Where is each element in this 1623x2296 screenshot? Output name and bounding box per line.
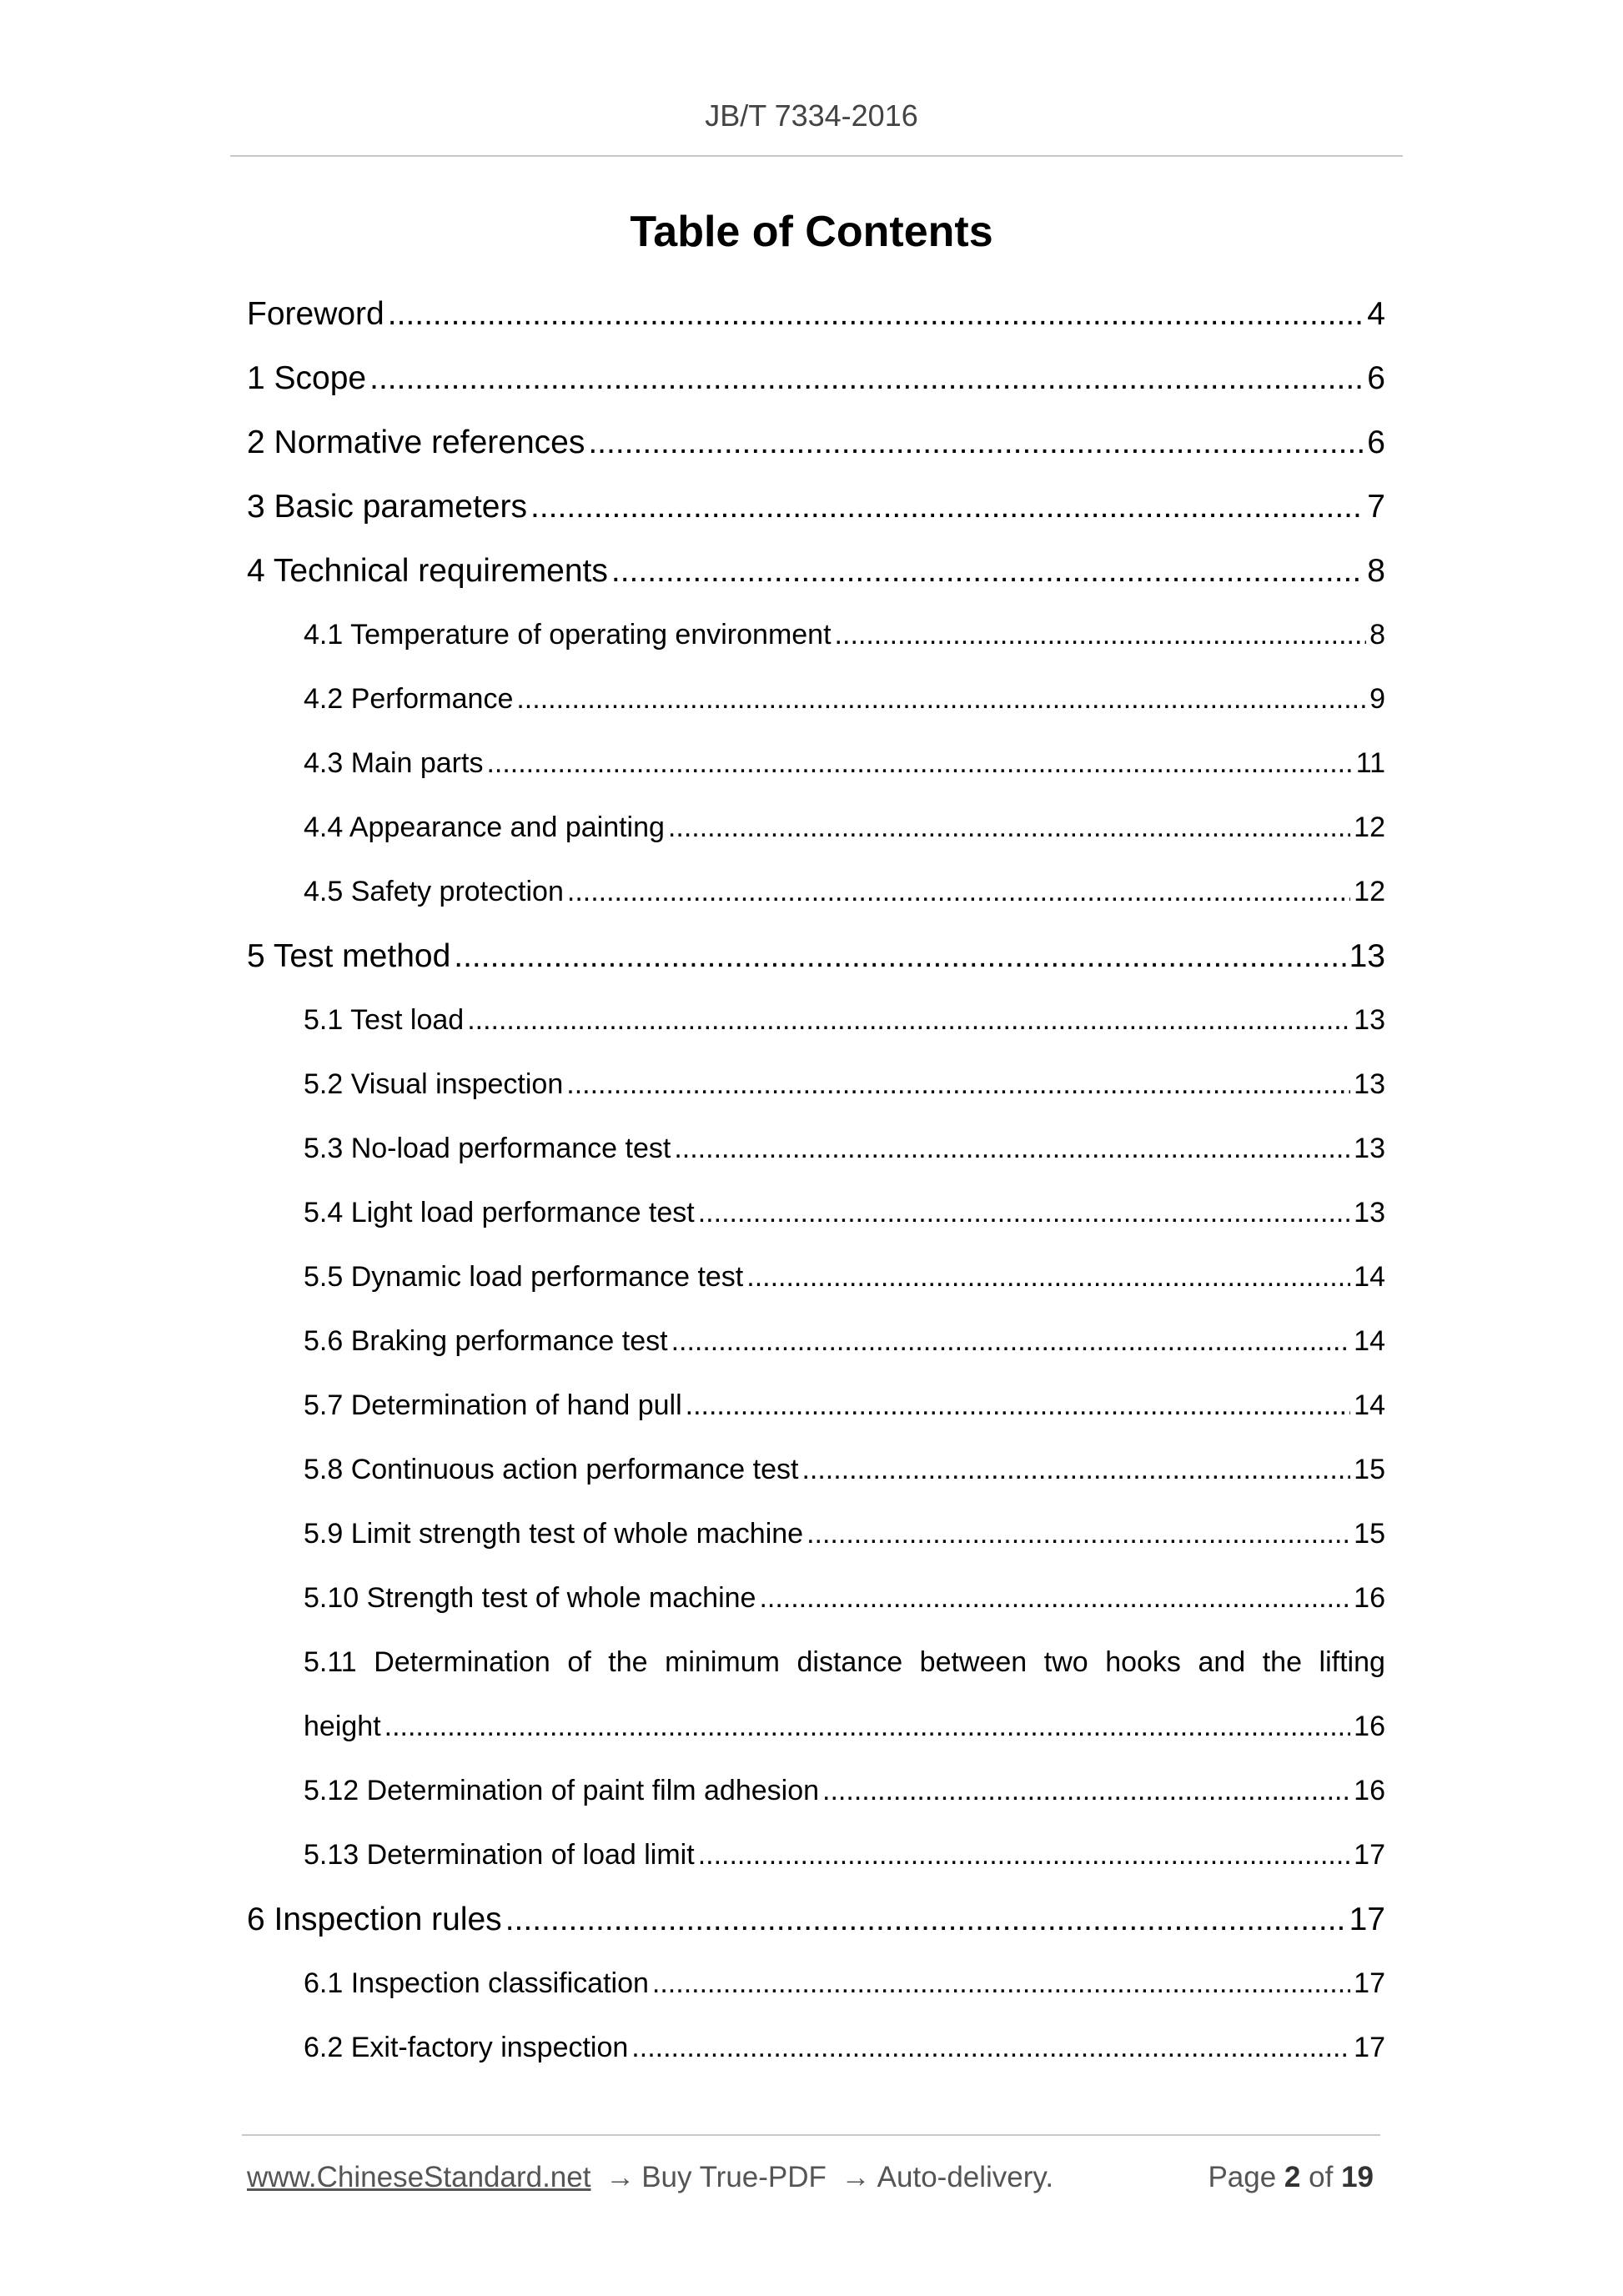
toc-entry-label-word: 5.11 (304, 1646, 357, 1678)
toc-entry[interactable] (247, 1502, 1385, 1566)
toc-entry-label: 5.1 Test load (304, 1004, 465, 1036)
toc-entry-label-word: the (608, 1646, 648, 1678)
toc-entry-page: 16 (1354, 1775, 1385, 1806)
toc-leader-dots (671, 1309, 1351, 1374)
toc-entry-page: 16 (1354, 1711, 1385, 1742)
toc-leader-dots (566, 1053, 1350, 1117)
toc-entry-label-word: the (1262, 1646, 1302, 1678)
header-standard-code: JB/T 7334-2016 (705, 98, 918, 133)
toc-leader-dots (801, 1438, 1350, 1502)
toc-leader-dots (567, 860, 1350, 924)
toc-entry-page: 13 (1349, 938, 1385, 974)
toc-entry[interactable] (247, 603, 1385, 667)
toc-leader-dots (454, 924, 1345, 988)
toc-entry[interactable] (247, 1245, 1385, 1309)
toc-entry[interactable] (247, 1438, 1385, 1502)
toc-entry[interactable] (247, 1952, 1385, 2016)
toc-entry[interactable] (247, 346, 1385, 410)
toc-entry[interactable] (247, 1887, 1385, 1952)
toc-entry-label: 5.6 Braking performance test (304, 1325, 668, 1357)
toc-entry[interactable] (247, 1181, 1385, 1245)
toc-entry[interactable] (247, 988, 1385, 1053)
toc-entry-page: 14 (1354, 1389, 1385, 1421)
toc-leader-dots (806, 1502, 1350, 1566)
toc-entry-label: 4.5 Safety protection (304, 876, 564, 907)
toc-entry-page: 4 (1367, 296, 1385, 332)
toc-entry-label: 6.1 Inspection classification (304, 1967, 649, 1999)
toc-entry-page: 12 (1354, 876, 1385, 907)
toc-entry-page: 15 (1354, 1454, 1385, 1485)
toc-entry-page: 8 (1367, 553, 1385, 589)
toc-entry-page: 15 (1354, 1518, 1385, 1550)
toc-entry-page: 13 (1354, 1068, 1385, 1100)
toc-entry-label: 3 Basic parameters (247, 489, 527, 525)
toc-leader-dots (516, 667, 1366, 731)
toc-entry-label: 5.5 Dynamic load performance test (304, 1261, 744, 1293)
toc-leader-dots (369, 346, 1364, 410)
toc-entry-page: 8 (1369, 619, 1385, 651)
toc-entry-label: 1 Scope (247, 360, 367, 396)
page-word: Page (1208, 2161, 1277, 2193)
toc-entry[interactable] (247, 731, 1385, 796)
toc-entry-page: 12 (1354, 811, 1385, 843)
toc-entry[interactable] (247, 796, 1385, 860)
toc-entry-page: 14 (1354, 1325, 1385, 1357)
toc-leader-dots (611, 539, 1364, 603)
toc-entry-label-word: distance (796, 1646, 903, 1678)
toc-entry[interactable] (247, 1566, 1385, 1630)
toc-entry-page: 13 (1354, 1197, 1385, 1228)
footer-divider (242, 2134, 1380, 2136)
toc-entry[interactable] (247, 475, 1385, 539)
toc-entry-label: 5.8 Continuous action performance test (304, 1454, 799, 1485)
toc-entry-label-word: two (1043, 1646, 1088, 1678)
toc-entry-page: 11 (1355, 747, 1385, 779)
toc-entry-label: 5.12 Determination of paint film adhesion (304, 1775, 820, 1806)
toc-entry-continuation[interactable] (247, 1695, 1385, 1759)
toc-leader-dots (698, 1181, 1350, 1245)
toc-leader-dots (505, 1887, 1346, 1952)
toc-entry-label: 5.13 Determination of load limit (304, 1839, 695, 1871)
toc-leader-dots (530, 475, 1364, 539)
footer (247, 2158, 1385, 2197)
toc-entry[interactable] (247, 1823, 1385, 1887)
toc-leader-dots (686, 1374, 1351, 1438)
page-indicator (1208, 2158, 1374, 2197)
toc-leader-dots (652, 1952, 1350, 2016)
toc-leader-dots (668, 796, 1350, 860)
toc-entry-page: 17 (1354, 2032, 1385, 2063)
toc-leader-dots (822, 1759, 1350, 1823)
toc-entry-label-word: and (1198, 1646, 1246, 1678)
toc-entry-label-word: Determination (374, 1646, 550, 1678)
toc-entry-page: 17 (1354, 1839, 1385, 1871)
toc-entry-label: 6.2 Exit-factory inspection (304, 2032, 629, 2063)
of-word: of (1309, 2161, 1334, 2193)
page-total: 19 (1341, 2161, 1374, 2193)
toc-entry-page: 9 (1369, 683, 1385, 715)
toc-entry[interactable] (247, 860, 1385, 924)
toc-leader-dots (467, 988, 1350, 1053)
toc-entry-label: 4.4 Appearance and painting (304, 811, 665, 843)
toc-leader-dots (746, 1245, 1350, 1309)
toc-entry[interactable] (247, 1630, 1385, 1695)
toc-entry-label: 6 Inspection rules (247, 1902, 502, 1937)
toc-leader-dots (486, 731, 1352, 796)
toc-entry-label: 4 Technical requirements (247, 553, 608, 589)
toc-entry-label: 5.2 Visual inspection (304, 1068, 564, 1100)
toc-entry[interactable] (247, 2016, 1385, 2080)
toc-entry[interactable] (247, 1309, 1385, 1374)
toc-entry[interactable] (247, 1759, 1385, 1823)
buy-true-pdf-link[interactable]: Buy True-PDF (641, 2161, 827, 2193)
toc-leader-dots (388, 282, 1364, 346)
toc-entry-page: 6 (1367, 425, 1385, 460)
toc-entry[interactable] (247, 282, 1385, 346)
toc-list (247, 282, 1385, 2080)
auto-delivery-text: Auto-delivery. (877, 2161, 1054, 2193)
toc-leader-dots (384, 1695, 1351, 1759)
toc-entry-page: 14 (1354, 1261, 1385, 1293)
page-current: 2 (1284, 2161, 1301, 2193)
website-link[interactable]: www.ChineseStandard.net (247, 2161, 591, 2193)
toc-entry-page: 16 (1354, 1582, 1385, 1614)
toc-entry-page: 7 (1367, 489, 1385, 525)
toc-entry-label-word: of (567, 1646, 591, 1678)
toc-entry-page: 6 (1367, 360, 1385, 396)
header-divider (230, 155, 1403, 157)
toc-entry-label: 5.9 Limit strength test of whole machine (304, 1518, 804, 1550)
toc-entry-label: 5.4 Light load performance test (304, 1197, 695, 1228)
toc-entry-label-word: between (919, 1646, 1028, 1678)
toc-entry-page: 17 (1349, 1902, 1385, 1937)
toc-entry[interactable] (247, 924, 1385, 988)
toc-title: Table of Contents (630, 208, 993, 256)
toc-entry-label: 5.10 Strength test of whole machine (304, 1582, 756, 1614)
toc-entry-label: height (304, 1711, 381, 1742)
toc-entry-label: 2 Normative references (247, 425, 585, 460)
toc-entry-page: 13 (1354, 1004, 1385, 1036)
toc-leader-dots (674, 1117, 1350, 1181)
toc-leader-dots (835, 603, 1367, 667)
toc-entry[interactable] (247, 667, 1385, 731)
toc-leader-dots (759, 1566, 1350, 1630)
arrow-right-icon: → (605, 2161, 636, 2193)
arrow-right-icon: → (841, 2161, 871, 2193)
toc-entry-label: 4.2 Performance (304, 683, 514, 715)
toc-leader-dots (631, 2016, 1350, 2080)
toc-leader-dots (588, 410, 1364, 475)
toc-entry-label-word: hooks (1105, 1646, 1181, 1678)
toc-entry-page: 13 (1354, 1133, 1385, 1164)
toc-entry-label: 5 Test method (247, 938, 451, 974)
toc-entry-page: 17 (1354, 1967, 1385, 1999)
toc-entry[interactable] (247, 1053, 1385, 1117)
toc-entry-label-word: lifting (1319, 1646, 1385, 1678)
toc-entry-label: 4.1 Temperature of operating environment (304, 619, 832, 651)
toc-entry-label-word: minimum (665, 1646, 780, 1678)
toc-entry[interactable] (247, 1117, 1385, 1181)
toc-entry-label: 4.3 Main parts (304, 747, 484, 779)
toc-entry-label: 5.3 No-load performance test (304, 1133, 671, 1164)
toc-entry[interactable] (247, 410, 1385, 475)
toc-entry[interactable] (247, 1374, 1385, 1438)
toc-leader-dots (698, 1823, 1350, 1887)
toc-entry-label: 5.7 Determination of hand pull (304, 1389, 682, 1421)
toc-entry[interactable] (247, 539, 1385, 603)
toc-entry-label: Foreword (247, 296, 384, 332)
